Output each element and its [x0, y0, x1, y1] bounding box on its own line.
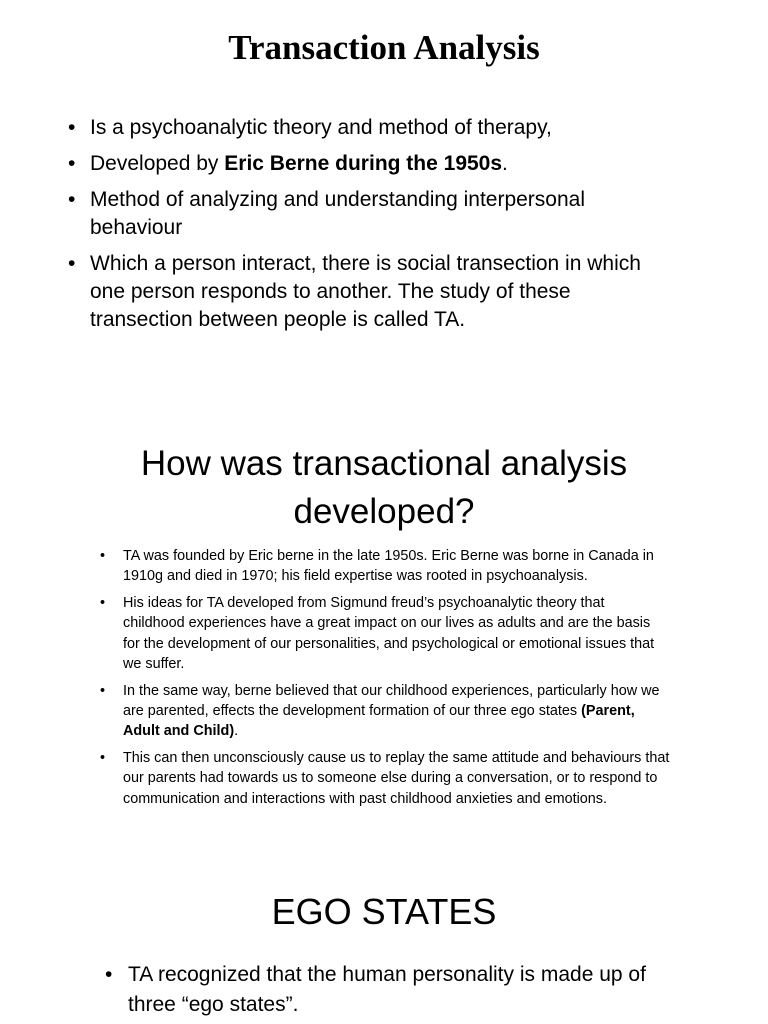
slide-title: EGO STATES [271, 891, 497, 932]
bullet-item [68, 186, 668, 242]
bullet-text: Developed by [90, 152, 225, 175]
bullet-item [100, 681, 670, 742]
bullet-icon: • [100, 595, 106, 612]
bullet-text: Method of analyzing and understanding interpersonal behaviour [90, 188, 586, 239]
slide-how-ta-developed [0, 400, 768, 860]
bullet-icon: • [68, 152, 76, 175]
bullet-list [100, 546, 670, 816]
bullet-icon: • [68, 116, 76, 139]
bullet-item [100, 748, 670, 809]
slide-title: Transaction Analysis [228, 28, 540, 67]
bullet-icon: • [68, 188, 76, 211]
bullet-item [68, 250, 668, 334]
bullet-text: This can then unconsciously cause us to replay the same attitude and behaviours that our parents had towards us to someone else during a conversation, or to respond to communication and interactions with past childhood anxieties and emotions. [123, 750, 670, 807]
bullet-text: TA was founded by Eric berne in the late 1950s. Eric Berne was borne in Canada in 1910g and died in 1970; his field expertise was rooted in psychoanalysis. [123, 548, 654, 585]
bullet-icon: • [100, 750, 106, 767]
slide-title-line: How was transactional analysis [140, 444, 628, 483]
bullet-item [100, 593, 670, 674]
bullet-item [100, 546, 670, 587]
bullet-bold-text: (Parent, Adult and Child) [123, 703, 635, 740]
bullet-text: In the same way, berne believed that our childhood experiences, particularly how we are parented, effects the development formation of our three ego states [123, 682, 660, 720]
bullet-icon: • [68, 252, 76, 275]
slide-title [0, 440, 768, 536]
bullet-item [68, 150, 668, 178]
bullet-item [68, 114, 668, 142]
bullet-text: TA recognized that the human personality is made up of three “ego states”. [128, 963, 646, 1016]
slide-ego-states [0, 860, 768, 1024]
bullet-icon: • [100, 682, 106, 699]
bullet-text: His ideas for TA developed from Sigmund freud’s psychoanalytic theory that childhood experiences have a great impact on our lives as adults and are the basis for the development of our personalities, and psychological or emotional issues that we suffer. [123, 595, 655, 672]
bullet-list [105, 960, 665, 1020]
bullet-text: . [502, 152, 508, 175]
bullet-icon: • [100, 548, 106, 564]
slide-title-line: developed? [293, 492, 475, 531]
bullet-list [68, 114, 668, 342]
bullet-text: Is a psychoanalytic theory and method of therapy, [90, 116, 552, 139]
bullet-icon: • [105, 963, 113, 986]
bullet-item [105, 960, 665, 1020]
bullet-text: Which a person interact, there is social transection in which one person responds to another. The study of these transection between people is called TA. [90, 252, 641, 331]
bullet-bold-text: Eric Berne during the 1950s [224, 152, 503, 175]
bullet-text: . [234, 723, 239, 740]
slide-transaction-analysis [0, 0, 768, 400]
